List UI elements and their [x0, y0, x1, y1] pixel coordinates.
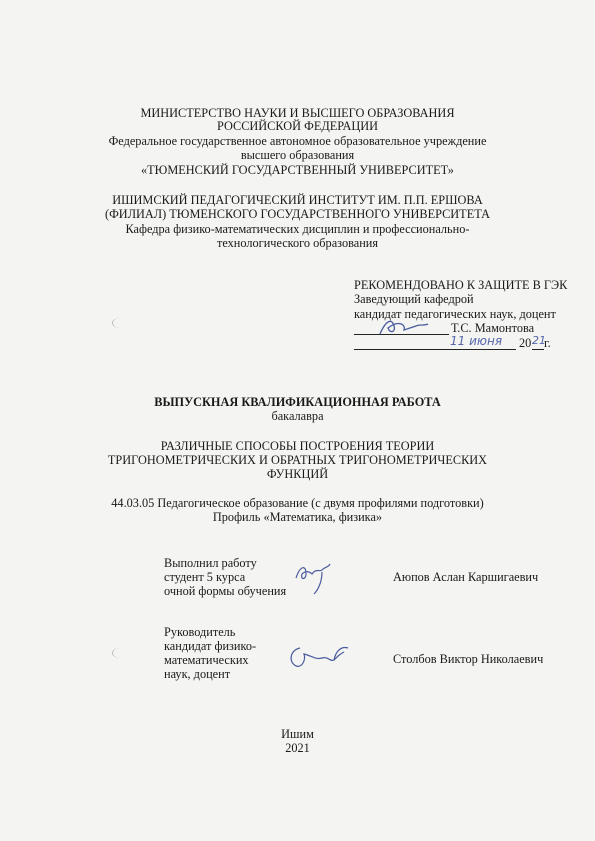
work-title-line1: РАЗЛИЧНЫЕ СПОСОБЫ ПОСТРОЕНИЯ ТЕОРИИ — [160, 439, 435, 453]
year-suffix: г. — [544, 336, 551, 350]
department-line2: технологического образования — [216, 236, 379, 250]
punch-hole-top — [112, 318, 127, 328]
branch-line2: (ФИЛИАЛ) ТЮМЕНСКОГО ГОСУДАРСТВЕННОГО УНИВЕРСИТЕТА — [105, 207, 490, 221]
year-prefix: 20 — [519, 336, 532, 350]
university-name: «ТЮМЕНСКИЙ ГОСУДАРСТВЕННЫЙ УНИВЕРСИТЕТ» — [141, 163, 454, 177]
supervisor-label2: кандидат физико- — [164, 639, 257, 653]
date-handwritten: 11 июня — [450, 334, 503, 348]
author-name: Аюпов Аслан Каршигаевич — [393, 570, 539, 584]
head-signature — [376, 316, 432, 338]
approval-recommended: РЕКОМЕНДОВАНО К ЗАЩИТЕ В ГЭК — [354, 278, 568, 292]
year-line — [532, 349, 544, 350]
author-label3: очной формы обучения — [164, 584, 287, 598]
supervisor-label4: наук, доцент — [164, 667, 231, 681]
institution-line1: Федеральное государственное автономное образовательное учреждение — [108, 134, 487, 148]
program-profile: Профиль «Математика, физика» — [212, 510, 383, 524]
institution-line2: высшего образования — [240, 148, 355, 162]
work-title-line2: ТРИГОНОМЕТРИЧЕСКИХ И ОБРАТНЫХ ТРИГОНОМЕТРИЧЕСКИХ — [107, 453, 488, 467]
approval-head-name: Т.С. Мамонтова — [451, 321, 535, 335]
supervisor-signature — [286, 642, 356, 672]
date-line — [354, 349, 516, 350]
author-signature — [292, 558, 336, 598]
year-handwritten: 21 — [532, 334, 546, 347]
author-label2: студент 5 курса — [164, 570, 246, 584]
punch-hole-bottom — [112, 648, 127, 658]
work-title-line3: ФУНКЦИЙ — [266, 467, 329, 481]
ministry-line2: РОССИЙСКОЙ ФЕДЕРАЦИИ — [216, 119, 379, 133]
supervisor-name: Столбов Виктор Николаевич — [393, 652, 544, 666]
ministry-line1: МИНИСТЕРСТВО НАУКИ И ВЫСШЕГО ОБРАЗОВАНИЯ — [140, 106, 455, 120]
department-line1: Кафедра физико-математических дисциплин и профессионально- — [125, 222, 470, 236]
footer-city: Ишим — [281, 727, 314, 741]
work-type: ВЫПУСКНАЯ КВАЛИФИКАЦИОННАЯ РАБОТА — [154, 395, 441, 409]
program-code: 44.03.05 Педагогическое образование (с двумя профилями подготовки) — [111, 496, 484, 510]
work-level: бакалавра — [271, 409, 324, 423]
supervisor-label1: Руководитель — [164, 625, 236, 639]
author-label1: Выполнил работу — [164, 556, 257, 570]
supervisor-label3: математических — [164, 653, 249, 667]
approval-head-degree: кандидат педагогических наук, доцент — [354, 307, 556, 321]
approval-head-title: Заведующий кафедрой — [354, 292, 474, 306]
footer-year: 2021 — [285, 741, 310, 755]
branch-line1: ИШИМСКИЙ ПЕДАГОГИЧЕСКИЙ ИНСТИТУТ ИМ. П.П. ЕРШОВА — [112, 193, 483, 207]
